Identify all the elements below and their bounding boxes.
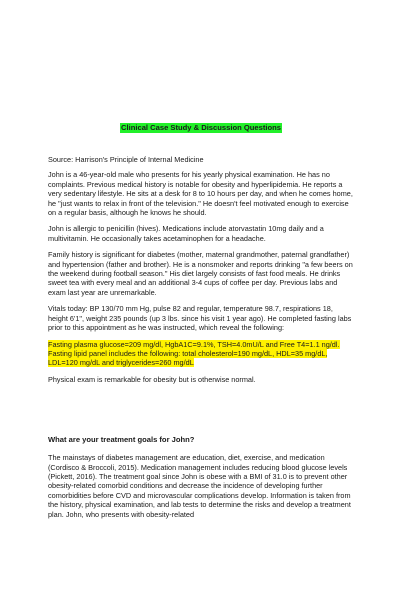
case-paragraph-vitals: Vitals today: BP 130/70 mm Hg, pulse 82 and regular, temperature 98.7, respirations 18, height 6'1", weight 235 pounds (up 3 lbs. since his visit 1 year ago). He completed fasting labs prior to this appointment as he was instructed, which reveal the following: bbox=[48, 304, 352, 333]
case-paragraph-presentation: John is a 46-year-old male who presents for his yearly physical examination. He has no complaints. Previous medical history is notable for obesity and hyperlipidemia. He reports a very sedentary lifestyle. He sits at a desk for 8 to 10 hours per day, and when he comes home, he "just wants to relax in front of the television." He doesn't feel motivated enough to exercise on a regular basis, although he knows he should. bbox=[48, 170, 353, 218]
exam-note: Physical exam is remarkable for obesity but is otherwise normal. bbox=[48, 374, 256, 384]
case-paragraph-allergies: John is allergic to penicillin (hives). Medications include atorvastatin 10mg daily and a multivitamin. He occasionally takes acetaminophen for a headache. bbox=[48, 224, 324, 243]
lab-results-paragraph bbox=[48, 340, 354, 368]
lab-results-highlight: Fasting plasma glucose=209 mg/dl, HgbA1C=9.1%, TSH=4.0mU/L and Free T4=1.1 ng/dl. Fasting lipid panel includes the following: total cholesterol=190 mg/dL, HDL=35 mg/dL, LDL=120 mg/dL and triglycerides=260 mg/dL bbox=[48, 339, 340, 368]
question-heading: What are your treatment goals for John? bbox=[48, 435, 195, 445]
document-title: Clinical Case Study & Discussion Questions bbox=[121, 123, 281, 132]
title-container bbox=[48, 117, 354, 135]
answer-paragraph: The mainstays of diabetes management are education, diet, exercise, and medication (Cordisco & Broccoli, 2015). Medication management includes reducing blood glucose levels (Pickett, 2016). The treatment goal since John is obese with a BMI of 31.0 is to prevent other obesity-related comorbid conditions and decrease the incidence of developing further comorbidities before CVD and microvascular complications develop. Information is taken from the history, physical examination, and lab tests to determine the risks and develop a treatment plan. John, who presents with obesity-related bbox=[48, 453, 351, 519]
source-line: Source: Harrison's Principle of Internal Medicine bbox=[48, 155, 204, 164]
case-paragraph-family-history: Family history is significant for diabetes (mother, maternal grandmother, paternal grandfather) and hypertension (father and brother). He is a nonsmoker and reports drinking "a few beers on the weekend during football season." His diet largely consists of fast food meals. He drinks sweet tea with every meal and an additional 3-4 cups of coffee per day. Previous labs and exam last year are unremarkable. bbox=[48, 250, 353, 297]
